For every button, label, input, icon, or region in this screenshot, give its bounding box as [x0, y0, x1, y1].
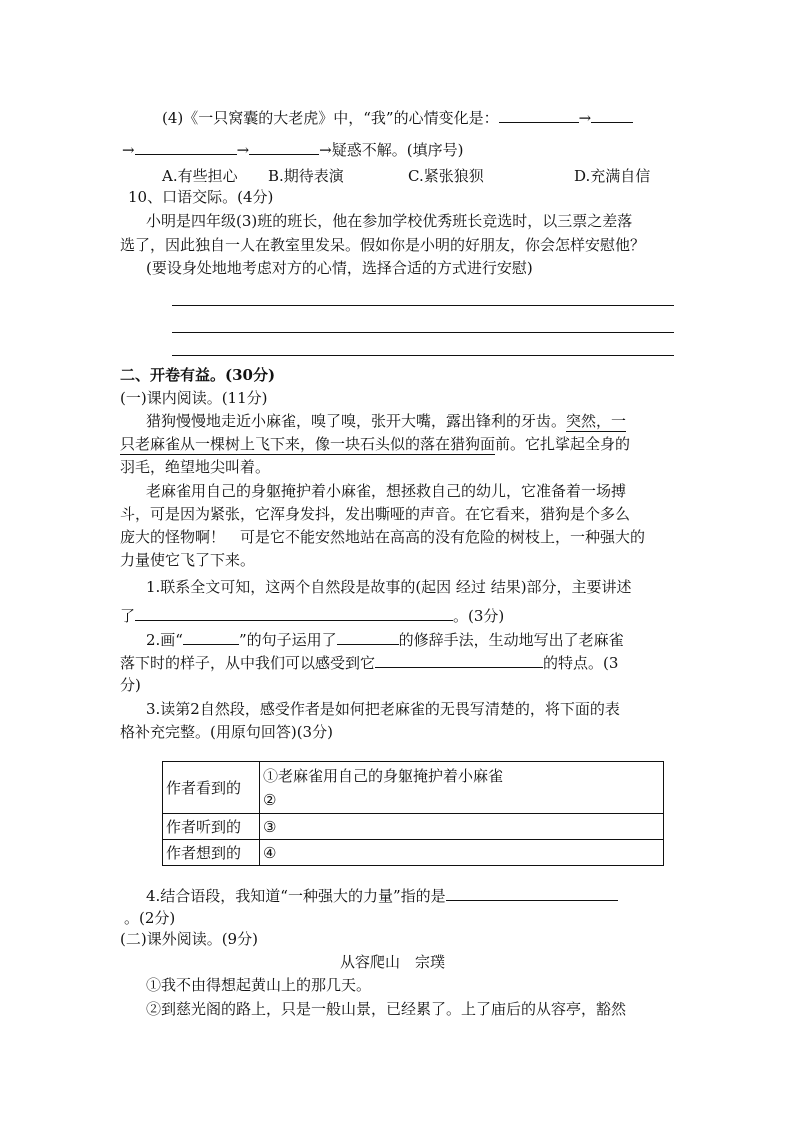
- article-line-1: ①我不由得想起黄山上的那几天。: [146, 976, 372, 994]
- answer-blank-4[interactable]: [249, 138, 319, 155]
- question-3-line1: 3.读第2自然段，感受作者是如何把老麻雀的无畏写清楚的，将下面的表: [146, 700, 620, 718]
- answer-blank-q1[interactable]: [135, 604, 453, 621]
- arrow: →: [122, 141, 135, 159]
- arrow: →: [236, 141, 250, 159]
- question-1-line2: 了 。(3分): [120, 604, 504, 627]
- passage-line-1: 猎狗慢慢地走近小麻雀，嗅了嗅，张开大嘴，露出锋利的牙齿。突然，一: [146, 412, 627, 430]
- section-2-title: 二、开卷有益。(30分): [120, 366, 276, 384]
- answer-blank-q4[interactable]: [446, 884, 618, 901]
- q10-title: 10、口语交际。(4分): [128, 188, 274, 206]
- table-header-cell: 作者听到的: [163, 814, 260, 840]
- passage-line-5: 斗，可是因为紧张，它浑身发抖，发出嘶哑的声音。在它看来，猎狗是个多么: [120, 505, 631, 523]
- q4-line1: [162, 106, 633, 129]
- part-1-title: (一)课内阅读。(11分): [120, 389, 268, 407]
- answer-blank-q2c[interactable]: [375, 651, 543, 668]
- q4-option-c: C.紧张狼狈: [408, 167, 484, 185]
- article-line-2: ②到慈光阁的路上，只是一般山景，已经累了。上了庙后的从容亭，豁然: [146, 1000, 627, 1018]
- underlined-sentence: 只老麻雀从一棵树上飞下来，像一块石头似的落在猎狗面: [120, 435, 496, 453]
- question-2-line1: 2.画“ ”的句子运用了 的修辞手法，生动地写出了老麻雀: [146, 628, 624, 651]
- q4-end: →疑惑不解。(填序号): [319, 141, 464, 159]
- q10-text-2: 选了，因此独自一人在教室里发呆。假如你是小明的好朋友，你会怎样安慰他？: [120, 236, 646, 254]
- question-4-line2: 。(2分): [124, 909, 176, 927]
- passage-line-2: 只老麻雀从一棵树上飞下来，像一块石头似的落在猎狗面前。它扎挲起全身的: [120, 435, 631, 453]
- q4-option-d: D.充满自信: [574, 167, 651, 185]
- answer-table: [162, 761, 664, 866]
- passage-line-6: 庞大的怪物啊！ 可是它不能安然地站在高高的没有危险的树枝上，一种强大的: [120, 528, 646, 546]
- answer-line-3[interactable]: [172, 355, 674, 356]
- answer-blank-q2b[interactable]: [337, 628, 399, 645]
- table-header-cell: 作者看到的: [163, 762, 260, 814]
- answer-blank-3[interactable]: [135, 138, 237, 155]
- table-cell[interactable]: ①老麻雀用自己的身躯掩护着小麻雀 ②: [260, 762, 664, 814]
- q4-option-a: A.有些担心: [162, 167, 238, 185]
- table-row: [163, 762, 664, 814]
- table-header-cell: 作者想到的: [163, 840, 260, 866]
- answer-blank-q2a[interactable]: [183, 628, 239, 645]
- question-3-line2: 格补充完整。(用原句回答)(3分): [120, 723, 333, 741]
- question-2-line3: 分): [120, 676, 141, 694]
- q10-text-3: (要设身处地地考虑对方的心情，选择合适的方式进行安慰): [146, 259, 533, 277]
- passage-line-4: 老麻雀用自己的身躯掩护着小麻雀，想拯救自己的幼儿，它准备着一场搏: [146, 482, 627, 500]
- answer-line-1[interactable]: [172, 305, 674, 306]
- passage-line-3: 羽毛，绝望地尖叫着。: [120, 458, 271, 476]
- answer-blank-2[interactable]: [591, 106, 633, 123]
- table-cell[interactable]: ④: [260, 840, 664, 866]
- q10-text-1: 小明是四年级(3)班的班长，他在参加学校优秀班长竞选时，以三票之差落: [146, 212, 633, 230]
- table-cell[interactable]: ③: [260, 814, 664, 840]
- part-2-title: (二)课外阅读。(9分): [120, 930, 258, 948]
- passage-line-7: 力量使它飞了下来。: [120, 551, 256, 569]
- arrow: →: [578, 109, 592, 127]
- q4-line2: [122, 138, 463, 161]
- table-row: [163, 840, 664, 866]
- underlined-sentence: 突然，一: [566, 412, 627, 430]
- q4-option-b: B.期待表演: [268, 167, 344, 185]
- question-4-line1: 4.结合语段，我知道“一种强大的力量”指的是: [146, 884, 618, 907]
- question-1-line1: 1.联系全文可知，这两个自然段是故事的(起因 经过 结果)部分，主要讲述: [146, 578, 632, 596]
- question-2-line2: 落下时的样子，从中我们可以感受到它 的特点。(3: [120, 651, 618, 674]
- answer-line-2[interactable]: [172, 332, 674, 333]
- table-row: [163, 814, 664, 840]
- answer-blank-1[interactable]: [499, 106, 579, 123]
- article-title: 从容爬山 宗璞: [340, 953, 446, 971]
- q4-prefix: (4)《一只窝囊的大老虎》中，“我”的心情变化是：: [162, 109, 499, 127]
